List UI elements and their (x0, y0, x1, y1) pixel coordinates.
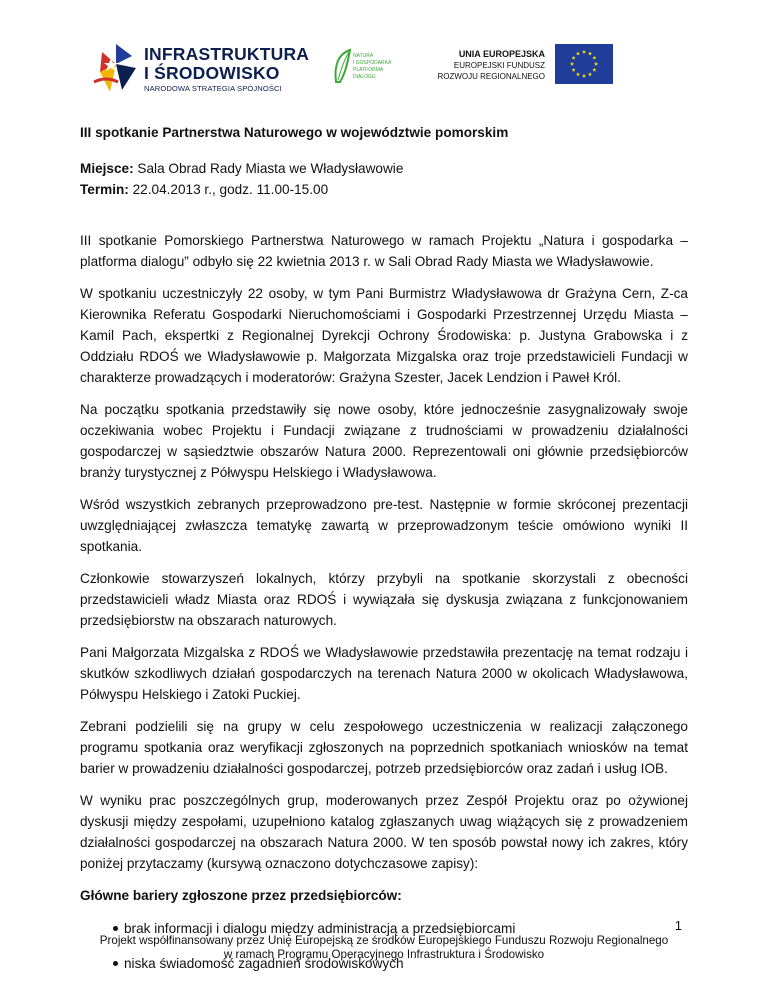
paragraph: W spotkaniu uczestniczyły 22 osoby, w tym Pani Burmistrz Władysławowa dr Grażyna Cern, Z-ca Kierownika Referatu Gospodarki Nieruchomościami i Gospodarki Przestrzennej Urzędu Miasta – Kamil Pach, ekspertki z Regionalnej Dyrekcji Ochrony Środowiska: p. Justyna Grabowska i z Oddziału RDOŚ we Władysławowie p. Małgorzata Mizgalska oraz troje przedstawicieli Fundacji w charakterze prowadzących i moderatorów: Grażyna Szester, Jacek Lendzion i Paweł Król. (80, 286, 688, 385)
date-label: Termin: (80, 182, 129, 197)
paragraph: Zebrani podzielili się na grupy w celu zespołowego uczestniczenia w realizacji załączonego programu spotkania oraz weryfikacji zgłoszonych na poprzednich spotkaniach wniosków na temat barier w prowadzeniu działalności gospodarczej, potrzeb przedsiębiorców oraz zadań i usług IOB. (80, 719, 688, 776)
bullet-icon (113, 926, 118, 931)
place-value: Sala Obrad Rady Miasta we Władysławowie (133, 161, 404, 176)
infra-logo-line2: I ŚRODOWISKO (144, 63, 280, 83)
paragraph: III spotkanie Pomorskiego Partnerstwa Naturowego w ramach Projektu „Natura i gospodarka – platforma dialogu” odbyło się 22 kwietnia 2013 r. w Sali Obrad Rady Miasta we Władysławowie. (80, 233, 688, 269)
natura-logo-line1: NATURA (353, 53, 374, 59)
eu-label-line3: ROZWOJU REGIONALNEGO (437, 72, 545, 81)
spacer (80, 200, 688, 230)
eu-label-line1: UNIA EUROPEJSKA (458, 49, 545, 59)
paragraph: Pani Małgorzata Mizgalska z RDOŚ we Władysławowie przedstawiła prezentację na temat rodzaju i skutków szkodliwych działań gospodarczych na terenach Natura 2000 w okolicach Władysławowa, Półwyspu Helskiego i Zatoki Puckiej. (80, 645, 688, 702)
infrastruktura-logo (92, 40, 310, 98)
paragraph: Wśród wszystkich zebranych przeprowadzono pre-test. Następnie w formie skróconej prezentacji uwzględniającej zwłaszcza tematykę zawartą w przeprowadzonym teście omówiono wyniki II spotkania. (80, 497, 688, 554)
paragraph: Na początku spotkania przedstawiły się nowe osoby, które jednocześnie zasygnalizowały swoje oczekiwania wobec Projektu i Fundacji związane z trudnościami w prowadzeniu działalności gospodarczej w sąsiedztwie obszarów Natura 2000. Reprezentowali oni głównie przedsiębiorców branży turystycznej z Półwyspu Helskiego i Władysławowa. (80, 402, 688, 480)
infrastruktura-emblem-icon (92, 42, 138, 94)
eu-label-line2: EUROPEJSKI FUNDUSZ (453, 61, 545, 70)
barrier-text: niska świadomość zagadnień środowiskowych (124, 956, 404, 971)
natura-logo-line3: PLATFORMA (353, 67, 384, 73)
infra-logo-line1: INFRASTRUKTURA (144, 44, 310, 64)
place-label: Miejsce: (80, 161, 134, 176)
natura-gospodarka-logo (332, 46, 392, 86)
natura-logo-line4: DIALOGU (353, 74, 376, 80)
page-footer (60, 934, 708, 962)
document-body (80, 122, 688, 988)
meeting-date (80, 179, 688, 200)
barrier-text: brak informacji i dialogu między administracją a przedsiębiorcami (124, 921, 516, 936)
eu-flag-icon (555, 44, 613, 84)
meeting-place (80, 158, 688, 179)
date-value: 22.04.2013 r., godz. 11.00-15.00 (128, 182, 329, 197)
barriers-heading: Główne bariery zgłoszone przez przedsiębiorców: (80, 888, 402, 903)
footer-line2: w ramach Programu Operacyjnego Infrastruktura i Środowisko (223, 948, 545, 961)
eu-label (428, 48, 545, 82)
paragraph: Członkowie stowarzyszeń lokalnych, którzy przybyli na spotkanie skorzystali z obecności przedstawicieli władz Miasta oraz RDOŚ i wywiązała się dyskusja związana z funkcjonowaniem przedsiębiorstw na obszarach naturowych. (80, 571, 688, 628)
footer-line1: Projekt współfinansowany przez Unię Europejską ze środków Europejskiego Funduszu Rozwoju Regionalnego (99, 934, 669, 947)
infra-logo-line3: NARODOWA STRATEGIA SPÓJNOŚCI (144, 84, 282, 93)
leaf-icon (336, 50, 350, 82)
document-title: III spotkanie Partnerstwa Naturowego w województwie pomorskim (80, 125, 509, 140)
paragraph: W wyniku prac poszczególnych grup, moderowanych przez Zespół Projektu oraz po ożywionej dyskusji między zespołami, uzupełniono katalog zgłaszanych uwag wiążących się z prowadzeniem działalności gospodarczej na obszarach Natura 2000. W ten sposób powstał nowy ich zakres, który poniżej przytaczamy (kursywą oznaczono dotychczasowe zapisy): (80, 793, 688, 871)
page-number: 1 (674, 918, 682, 933)
natura-logo-line2: I GOSPODARKA (353, 60, 392, 66)
